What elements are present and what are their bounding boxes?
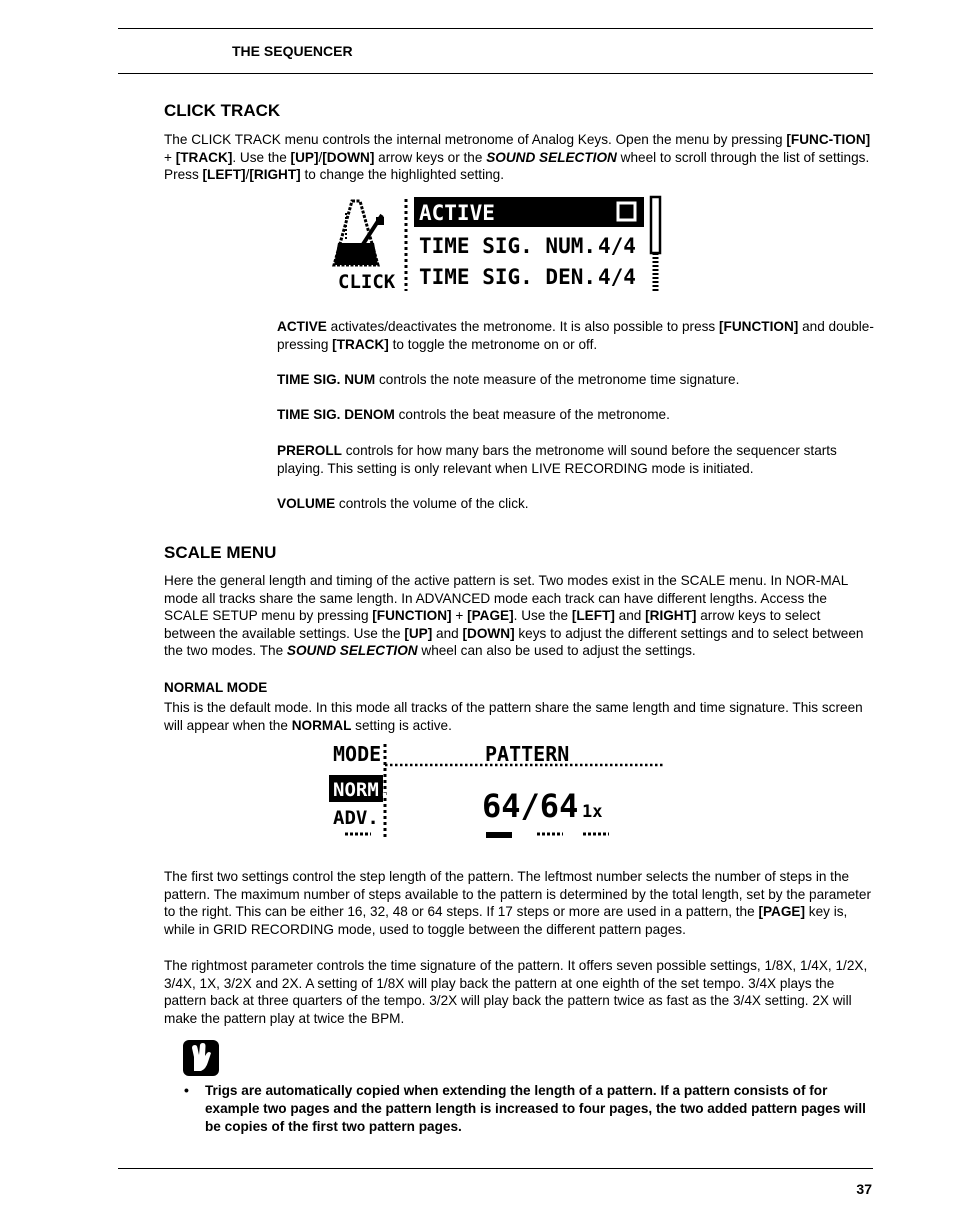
mode-adv: ADV. <box>333 807 379 829</box>
row-time-sig-den-value: 4/4 <box>598 265 636 289</box>
metronome-icon <box>334 201 384 265</box>
body-text: controls for how many bars the metronome will sound before the sequencer starts playing. This setting is only relevant when LIVE RECORDING mode is initiated. <box>277 443 837 476</box>
click-track-lcd <box>330 193 666 293</box>
mode-norm: NORM. <box>333 779 391 801</box>
emphasis-text: PREROLL <box>277 443 342 458</box>
pattern-scale: 1x <box>582 802 603 822</box>
body-text: + <box>164 149 176 165</box>
body-text: wheel to scroll through the list of settings. Press <box>164 149 870 183</box>
emphasis-text: ACTIVE <box>277 319 327 334</box>
pattern-label: PATTERN <box>485 742 570 766</box>
body-text: . Use the <box>232 149 291 165</box>
emphasis-text: [FUNCTION] <box>372 608 452 624</box>
hand-note-icon <box>183 1040 219 1076</box>
click-track-intro <box>164 131 874 184</box>
body-text: The CLICK TRACK menu controls the internal metronome of Analog Keys. Open the menu by pressing <box>164 132 787 147</box>
body-text: arrow keys or the <box>374 149 487 165</box>
page-number: 37 <box>856 1181 872 1197</box>
body-text: Here the general length and timing of the active pattern is set. Two modes exist in the SCALE menu. In NOR-MAL mode all tracks share the same length. In ADVANCED mode each track can have different lengths. Access the SCALE SETUP menu by pressing <box>164 573 848 624</box>
body-text: This is the default mode. In this mode all tracks of the pattern share the same length and time signature. This screen will appear when the <box>164 700 863 733</box>
emphasis-text: [FUNC-TION] <box>786 132 871 147</box>
row-time-sig-num-value: 4/4 <box>598 234 636 258</box>
body-text: The first two settings control the step length of the pattern. The leftmost number selects the number of steps in the pattern. The maximum number of steps available to the pattern is determined by the total length, set by the parameter to the right. This can be either 16, 32, 48 or 64 steps. If 17 steps or more are used in a pattern, the <box>164 869 872 920</box>
scale-lcd <box>327 740 667 842</box>
body-text: + <box>451 608 468 624</box>
emphasis-text: [RIGHT] <box>249 167 301 183</box>
scale-menu-heading: SCALE MENU <box>164 543 277 562</box>
body-text: to change the highlighted setting. <box>300 167 505 183</box>
normal-mode-text <box>164 699 874 734</box>
scrollbar-thumb <box>651 197 660 253</box>
body-text: and <box>432 625 463 641</box>
body-text: activates/deactivates the metronome. It is also possible to press <box>326 319 720 334</box>
footer-rule <box>118 1168 873 1169</box>
body-text: controls the note measure of the metronome time signature. <box>375 372 740 387</box>
setting-preroll-desc <box>277 442 874 477</box>
emphasis-text: [PAGE] <box>467 608 514 624</box>
setting-active-desc <box>277 318 874 353</box>
running-head: THE SEQUENCER <box>232 43 353 59</box>
emphasis-text: [DOWN] <box>462 625 515 641</box>
emphasis-text: [DOWN] <box>322 149 375 165</box>
row-time-sig-den-label: TIME SIG. DEN. <box>419 265 597 289</box>
mode-label: MODE <box>333 742 382 766</box>
emphasis-text: [UP] <box>404 625 433 641</box>
emphasis-text: [LEFT] <box>202 167 246 183</box>
body-text: and <box>614 608 646 624</box>
setting-time-sig-denom-desc <box>277 406 874 424</box>
body-text: controls the beat measure of the metronome. <box>394 407 670 422</box>
click-icon-label: CLICK <box>338 271 396 293</box>
header-underline <box>118 73 873 74</box>
emphasis-text: [UP] <box>290 149 319 165</box>
body-text: wheel can also be used to adjust the settings. <box>417 643 696 659</box>
body-text: and double-pressing <box>277 319 874 352</box>
step-length-paragraph <box>164 868 874 938</box>
top-rule <box>118 28 873 29</box>
normal-mode-heading: NORMAL MODE <box>164 680 268 695</box>
emphasis-text: TIME SIG. NUM <box>277 372 376 387</box>
body-text: key is, while in GRID RECORDING mode, used to toggle between the different pattern pages. <box>164 904 848 937</box>
emphasis-text: SOUND SELECTION <box>286 643 418 659</box>
body-text: / <box>245 167 250 183</box>
emphasis-text: NORMAL <box>291 717 352 733</box>
body-text: to toggle the metronome on or off. <box>388 336 598 352</box>
emphasis-text: [FUNCTION] <box>719 319 799 334</box>
click-track-screen <box>330 193 666 293</box>
emphasis-text: TIME SIG. DENOM <box>277 407 395 422</box>
body-text: / <box>318 149 323 165</box>
click-track-heading: CLICK TRACK <box>164 101 281 120</box>
pattern-length: 64/64 <box>482 787 579 825</box>
emphasis-text: [PAGE] <box>758 904 806 920</box>
emphasis-text: [LEFT] <box>571 608 615 624</box>
emphasis-text: VOLUME <box>277 496 336 511</box>
body-text: controls the volume of the click. <box>335 496 529 511</box>
setting-time-sig-num-desc <box>277 371 874 389</box>
emphasis-text: [TRACK] <box>175 149 233 165</box>
body-text: keys to adjust the different settings and to select between the two modes. The <box>164 625 864 659</box>
body-text: . Use the <box>513 608 572 624</box>
row-active-label: ACTIVE <box>419 201 495 225</box>
body-text: setting is active. <box>351 717 452 733</box>
tip-bullet: • <box>184 1082 189 1098</box>
emphasis-text: [RIGHT] <box>645 608 697 624</box>
emphasis-text: SOUND SELECTION <box>486 149 617 165</box>
body-text: The rightmost parameter controls the time signature of the pattern. It offers seven possible settings, 1/8X, 1/4X, 1/2X, 3/4X, 1X, 3/2X and 2X. A setting of 1/8X will play back the pattern at one eighth of the set tempo. 3/4X plays the pattern back at three quarters of the tempo. 3/2X will play back the pattern twice as fast as the 3/4X setting. 2X will make the pattern play at twice the BPM. <box>164 958 868 1026</box>
setting-volume-desc <box>277 495 874 513</box>
emphasis-text: [TRACK] <box>332 336 389 352</box>
scale-screen <box>327 740 667 842</box>
time-signature-paragraph <box>164 957 874 1027</box>
length-cursor <box>486 832 512 838</box>
tip-text: Trigs are automatically copied when extending the length of a pattern. If a pattern consists of for example two pages and the pattern length is increased to four pages, the two added pattern pages will be copies of the first two pattern pages. <box>205 1083 866 1134</box>
scale-menu-intro <box>164 572 874 660</box>
row-time-sig-num-label: TIME SIG. NUM. <box>419 234 597 258</box>
body-text: arrow keys to select between the available settings. Use the <box>164 608 821 641</box>
